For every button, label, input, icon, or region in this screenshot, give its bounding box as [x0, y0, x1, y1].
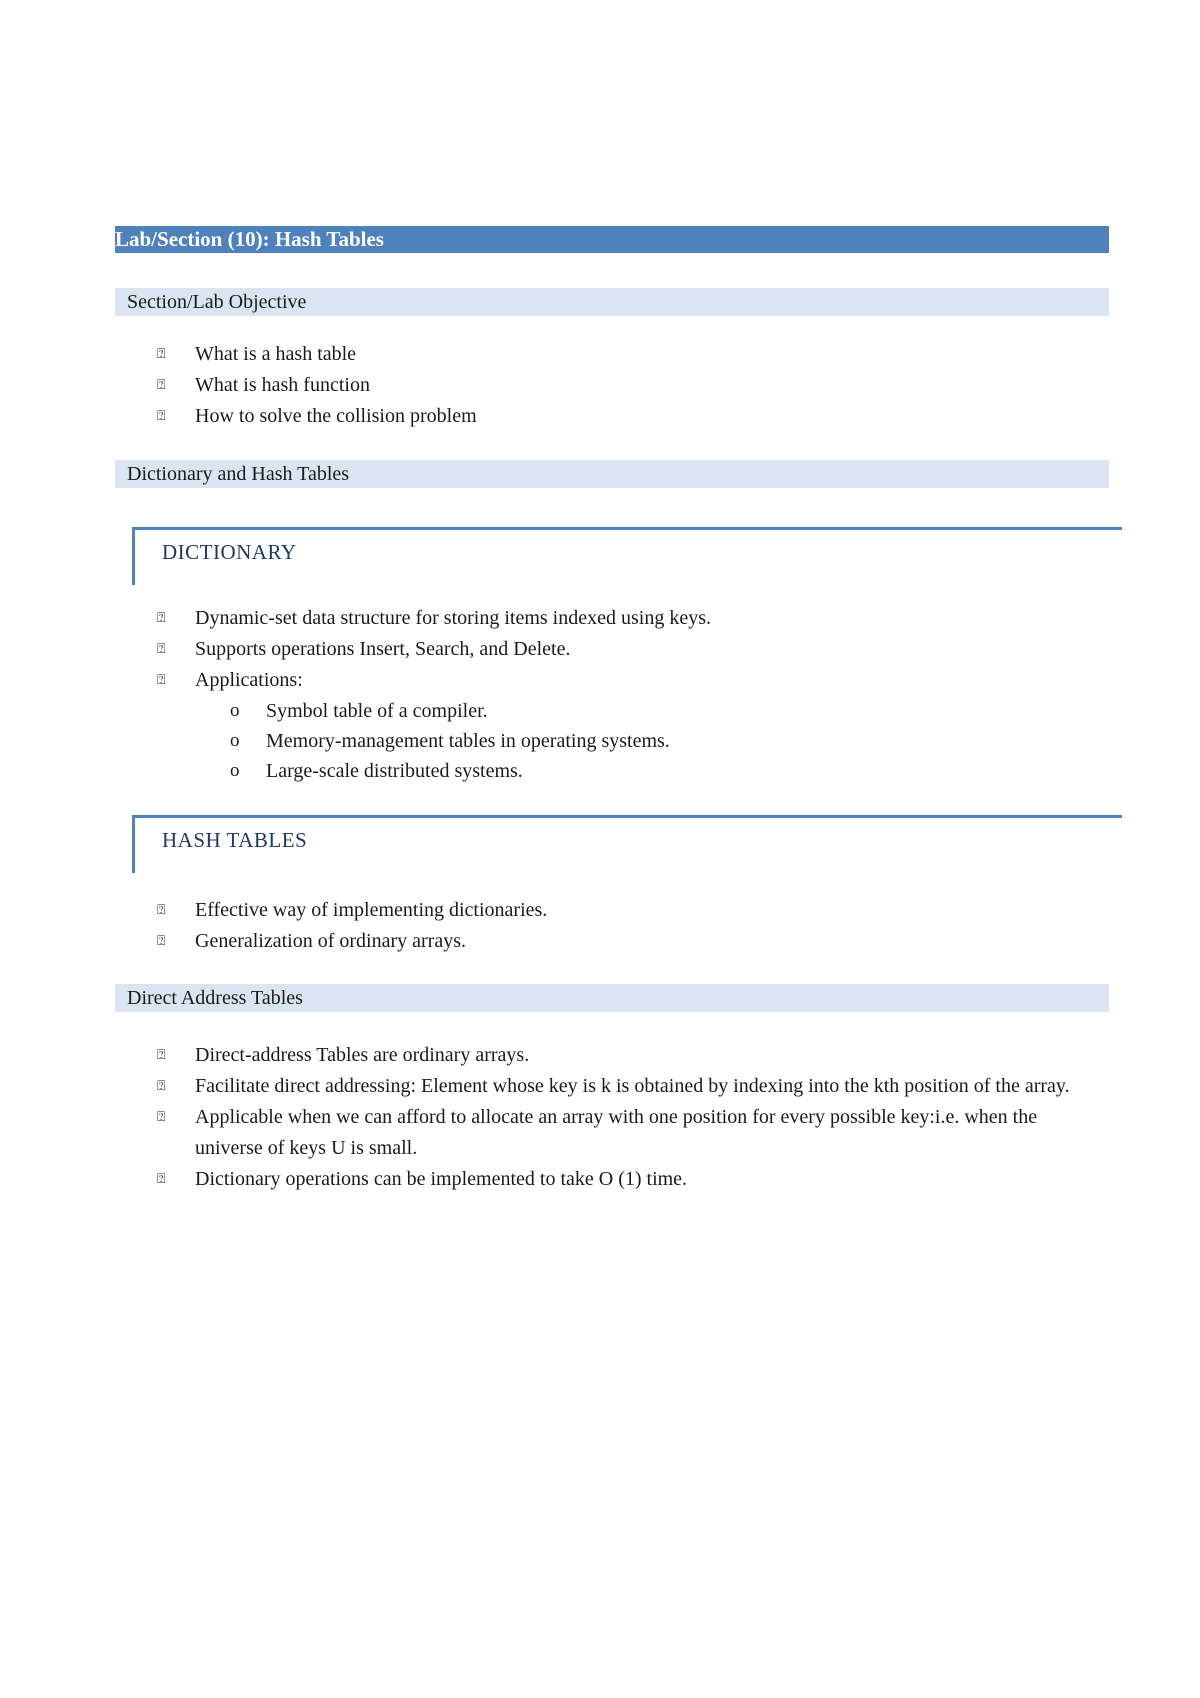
- bullet-icon: ⍰: [157, 346, 166, 362]
- bullet-icon: ⍰: [157, 610, 166, 626]
- list-item-text: How to solve the collision problem: [195, 405, 477, 427]
- sub-bullet-icon: o: [230, 730, 240, 751]
- list-item: [157, 634, 1097, 665]
- sub-list-item: [195, 726, 1097, 756]
- section-heading-direct-address: Direct Address Tables: [115, 984, 1109, 1012]
- sub-list-item-text: Memory-management tables in operating systems.: [266, 730, 670, 752]
- applications-list: [195, 696, 1097, 786]
- bullet-icon: ⍰: [157, 408, 166, 424]
- list-item-text: Applicable when we can afford to allocate an array with one position for every possible key:i.e. when the universe of keys U is small.: [195, 1106, 1038, 1159]
- list-item: [157, 603, 1097, 634]
- hash-tables-list: [157, 895, 1097, 957]
- list-item: [157, 1071, 1097, 1102]
- list-item: [157, 1164, 1097, 1195]
- section-heading-objective: Section/Lab Objective: [115, 288, 1109, 316]
- bullet-icon: ⍰: [157, 1078, 166, 1094]
- bullet-icon: ⍰: [157, 672, 166, 688]
- list-item-text: What is a hash table: [195, 343, 357, 365]
- list-item-text: Dictionary operations can be implemented to take O (1) time.: [195, 1168, 688, 1190]
- list-item-text: Facilitate direct addressing: Element whose key is k is obtained by indexing into the kth position of the array.: [195, 1075, 1070, 1097]
- sub-list-item: [195, 756, 1097, 786]
- bullet-icon: ⍰: [157, 377, 166, 393]
- sub-list-item-text: Symbol table of a compiler.: [266, 700, 488, 722]
- list-item-text: Effective way of implementing dictionaries.: [195, 899, 548, 921]
- list-item-text: Supports operations Insert, Search, and Delete.: [195, 638, 571, 660]
- list-item-text: Dynamic-set data structure for storing items indexed using keys.: [195, 607, 711, 629]
- page-title: Lab/Section (10): Hash Tables: [115, 226, 1109, 253]
- bullet-icon: ⍰: [157, 1047, 166, 1063]
- list-item: [157, 401, 1097, 432]
- subheading-dictionary: [132, 527, 1122, 585]
- list-item: [157, 926, 1097, 957]
- sub-bullet-icon: o: [230, 760, 240, 781]
- list-item-text: Direct-address Tables are ordinary arrays.: [195, 1044, 530, 1066]
- sub-list-item: [195, 696, 1097, 726]
- sub-bullet-icon: o: [230, 700, 240, 721]
- list-item: [157, 895, 1097, 926]
- bullet-icon: ⍰: [157, 902, 166, 918]
- subheading-dictionary-text: DICTIONARY: [162, 540, 297, 564]
- list-item-text: Generalization of ordinary arrays.: [195, 930, 466, 952]
- list-item: [157, 339, 1097, 370]
- list-item: [157, 1102, 1097, 1164]
- direct-address-list: [157, 1040, 1097, 1195]
- objective-list: [157, 339, 1097, 432]
- bullet-icon: ⍰: [157, 1171, 166, 1187]
- bullet-icon: ⍰: [157, 933, 166, 949]
- list-item-text: What is hash function: [195, 374, 370, 396]
- dictionary-list: [157, 603, 1097, 786]
- bullet-icon: ⍰: [157, 641, 166, 657]
- bullet-icon: ⍰: [157, 1109, 166, 1125]
- subheading-hash-tables: [132, 815, 1122, 873]
- list-item: [157, 1040, 1097, 1071]
- section-heading-dictionary-hash: Dictionary and Hash Tables: [115, 460, 1109, 488]
- list-item: [157, 370, 1097, 401]
- sub-list-item-text: Large-scale distributed systems.: [266, 760, 523, 782]
- subheading-hash-tables-text: HASH TABLES: [162, 828, 308, 852]
- list-item: [157, 665, 1097, 786]
- list-item-text: Applications:: [195, 669, 303, 691]
